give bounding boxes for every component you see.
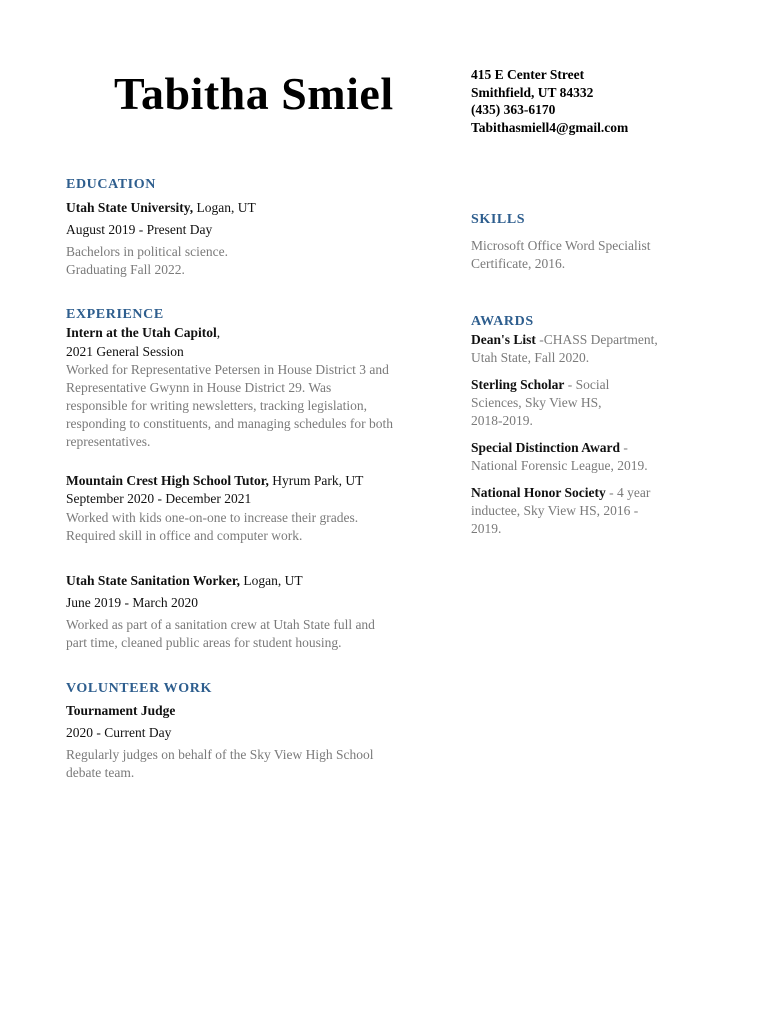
award-title: Dean's List xyxy=(471,332,536,347)
award-detail-line: 2019. xyxy=(471,521,502,536)
award-detail-line: National Forensic League, 2019. xyxy=(471,458,648,473)
award-title: National Honor Society xyxy=(471,485,606,500)
award-title: Special Distinction Award xyxy=(471,440,621,455)
job-title: Intern at the Utah Capitol xyxy=(66,325,217,340)
education-desc-line: Graduating Fall 2022. xyxy=(66,262,185,277)
skills-desc-line: Microsoft Office Word Specialist xyxy=(471,238,651,253)
education-heading: EDUCATION xyxy=(66,177,156,192)
award-detail-line: Sciences, Sky View HS, xyxy=(471,395,602,410)
job-desc-line: responsible for writing newsletters, tracking legislation, xyxy=(66,398,368,413)
volunteer-desc-line: Regularly judges on behalf of the Sky View High School xyxy=(66,747,374,762)
job-desc-line: responding to constituents, and managing schedules for both xyxy=(66,416,393,431)
job-desc-line: Worked for Representative Petersen in House District 3 and xyxy=(66,362,389,377)
job-location: Hyrum Park, UT xyxy=(268,473,364,488)
education-description xyxy=(66,243,228,279)
contact-city: Smithfield, UT 84332 xyxy=(471,84,594,100)
education-school: Utah State University, xyxy=(66,200,194,215)
job-title: Utah State Sanitation Worker, xyxy=(66,573,241,588)
job-title-suffix: , xyxy=(216,325,221,340)
job-desc-line: part time, cleaned public areas for student housing. xyxy=(66,635,342,650)
award-item xyxy=(471,331,658,367)
education-dates: August 2019 - Present Day xyxy=(66,222,213,237)
education-school-line xyxy=(66,199,256,217)
contact-phone: (435) 363-6170 xyxy=(471,102,556,117)
volunteer-desc-line: debate team. xyxy=(66,765,135,780)
job-title-line xyxy=(66,472,363,490)
education-desc-line: Bachelors in political science. xyxy=(66,244,228,259)
skills-description xyxy=(471,237,651,273)
award-detail-line: Utah State, Fall 2020. xyxy=(471,350,590,365)
volunteer-role: Tournament Judge xyxy=(66,703,176,718)
job-dates: June 2019 - March 2020 xyxy=(66,595,198,610)
job-description xyxy=(66,361,393,451)
award-item xyxy=(471,484,650,538)
skills-heading: SKILLS xyxy=(471,212,526,227)
award-detail: - xyxy=(620,440,628,455)
job-description xyxy=(66,509,358,545)
job-title-line xyxy=(66,572,303,590)
award-item xyxy=(471,376,609,430)
volunteer-description xyxy=(66,746,374,782)
award-detail: -CHASS Department, xyxy=(535,332,658,347)
job-desc-line: representatives. xyxy=(66,434,151,449)
job-location: Logan, UT xyxy=(240,573,303,588)
award-detail: - 4 year xyxy=(605,485,651,500)
job-desc-line: Worked with kids one-on-one to increase their grades. xyxy=(66,510,359,525)
job-title-line xyxy=(66,324,220,342)
education-location: Logan, UT xyxy=(193,200,256,215)
job-title: Mountain Crest High School Tutor, xyxy=(66,473,269,488)
job-subtitle: 2021 General Session xyxy=(66,344,184,359)
job-desc-line: Representative Gwynn in House District 29. Was xyxy=(66,380,332,395)
experience-heading: EXPERIENCE xyxy=(66,307,164,322)
award-title: Sterling Scholar xyxy=(471,377,565,392)
contact-block xyxy=(471,66,628,136)
volunteer-heading: VOLUNTEER WORK xyxy=(66,681,212,696)
volunteer-title xyxy=(66,702,175,720)
award-detail-line: 2018-2019. xyxy=(471,413,533,428)
job-description xyxy=(66,616,375,652)
volunteer-dates: 2020 - Current Day xyxy=(66,725,172,740)
skills-desc-line: Certificate, 2016. xyxy=(471,256,566,271)
candidate-name: Tabitha Smiel xyxy=(114,68,394,119)
job-desc-line: Worked as part of a sanitation crew at Utah State full and xyxy=(66,617,375,632)
contact-street: 415 E Center Street xyxy=(471,67,585,82)
award-detail: - Social xyxy=(564,377,610,392)
award-item xyxy=(471,439,648,475)
job-dates: September 2020 - December 2021 xyxy=(66,491,252,506)
job-desc-line: Required skill in office and computer work. xyxy=(66,528,303,543)
award-detail-line: inductee, Sky View HS, 2016 - xyxy=(471,503,639,518)
awards-heading: AWARDS xyxy=(471,314,534,329)
contact-email: Tabithasmiell4@gmail.com xyxy=(471,119,629,135)
